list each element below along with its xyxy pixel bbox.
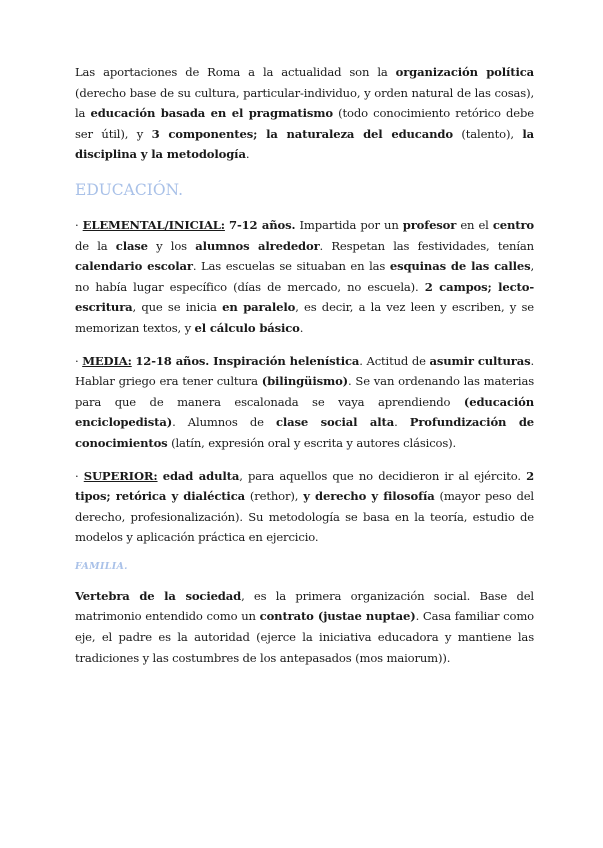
text-run: . — [394, 415, 410, 430]
bold-run: esquinas de las calles — [389, 259, 531, 274]
text-run: . Las escuelas se situaban en las — [192, 259, 390, 274]
text-run: y los — [147, 238, 196, 253]
bold-run: clase — [115, 238, 148, 253]
bold-run: en paralelo — [222, 300, 296, 315]
text-run: (talento), — [452, 126, 523, 141]
text-run: , es decir, a la vez leen y escriben, y se memorizan textos, y — [75, 300, 534, 335]
bold-run: (bilingüismo) — [261, 374, 349, 389]
text-run: (rethor), — [244, 489, 304, 504]
elemental-paragraph — [75, 215, 534, 339]
bold-run: educación basada en el pragmatismo — [90, 106, 333, 121]
bullet: · — [75, 353, 83, 368]
bold-run: Vertebra de la sociedad — [75, 588, 242, 603]
text-run: (todo conocimiento retórico debe ser útil), y — [75, 106, 534, 141]
bold-run: profesor — [402, 217, 457, 232]
text-run: . Respetan las festividades, tenían — [319, 238, 535, 253]
text-run: de la — [75, 238, 116, 253]
bold-run: 12-18 años. Inspiración helenística — [135, 353, 360, 368]
bold-run: edad adulta — [162, 468, 240, 483]
bold-run: centro — [492, 217, 534, 232]
text-run: (derecho base de su cultura, particular-individuo, y orden natural de las cosas), la — [75, 85, 534, 121]
superior-paragraph — [75, 466, 534, 548]
section-title-educacion: EDUCACIÓN. — [75, 180, 184, 199]
document-page — [75, 62, 534, 668]
level-label-media: MEDIA: — [82, 353, 132, 368]
familia-paragraph — [75, 586, 534, 668]
bold-run: asumir culturas — [429, 353, 531, 368]
bold-run: y derecho y filosofía — [303, 489, 435, 504]
subsection-title-familia: FAMILIA. — [75, 560, 128, 572]
text-run: , es la primera organización social. Base del matrimonio entendido como un — [75, 588, 534, 624]
text-run: Impartida por un — [295, 217, 403, 232]
bold-run: 7-12 años. — [229, 217, 296, 232]
bold-run: alumnos alrededor — [195, 238, 320, 253]
bold-run: contrato (justae nuptae) — [259, 609, 416, 624]
text-run: . — [299, 320, 304, 335]
text-run: . Actitud de — [359, 353, 430, 368]
text-run: Las aportaciones de Roma a la actualidad son la — [75, 65, 396, 79]
level-label-superior: SUPERIOR: — [83, 468, 158, 483]
text-run: . — [245, 147, 250, 162]
bold-run: clase social alta — [275, 415, 395, 430]
bold-run: organización política — [395, 65, 534, 79]
bold-run: Profundización de conocimientos — [75, 415, 534, 450]
level-label-elemental: ELEMENTAL/INICIAL: — [82, 217, 225, 232]
text-run: . Casa familiar como eje, el padre es la autoridad (ejerce la iniciativa educadora y mantiene las tradiciones y las costumbres de los antepasados (mos maiorum)). — [75, 609, 534, 665]
text-run: (latín, expresión oral y escrita y autores clásicos). — [167, 435, 457, 450]
text-run: , que se inicia — [132, 300, 223, 315]
intro-paragraph — [75, 62, 534, 165]
text-run: , no había lugar específico (días de mercado, no escuela). — [75, 259, 535, 294]
bold-run: 2 campos; lecto-escritura — [75, 279, 534, 315]
bold-run: el cálculo básico — [194, 320, 300, 335]
text-run: . Se van ordenando las materias para que de manera escalonada se vaya aprendiendo — [75, 374, 535, 409]
text-run: en el — [456, 217, 493, 232]
bold-run: 3 componentes; la naturaleza del educando — [151, 126, 453, 141]
bold-run: (educación enciclopedista) — [75, 394, 534, 430]
bullet: · — [75, 217, 83, 232]
text-run: (mayor peso del derecho, profesionalización). Su metodología se basa en la teoría, estudio de modelos y aplicación práctica en ejercicio. — [75, 489, 534, 545]
media-paragraph — [75, 351, 534, 454]
text-run: . Alumnos de — [172, 415, 276, 430]
text-run: , para aquellos que no decidieron ir al ejército. — [239, 468, 527, 483]
bold-run: la disciplina y la metodología — [75, 126, 534, 162]
text-run: . Hablar griego era tener cultura — [75, 353, 534, 389]
bold-run: calendario escolar — [75, 259, 193, 274]
bold-run: 2 tipos; retórica y dialéctica — [75, 468, 534, 504]
bullet: · — [75, 468, 84, 483]
